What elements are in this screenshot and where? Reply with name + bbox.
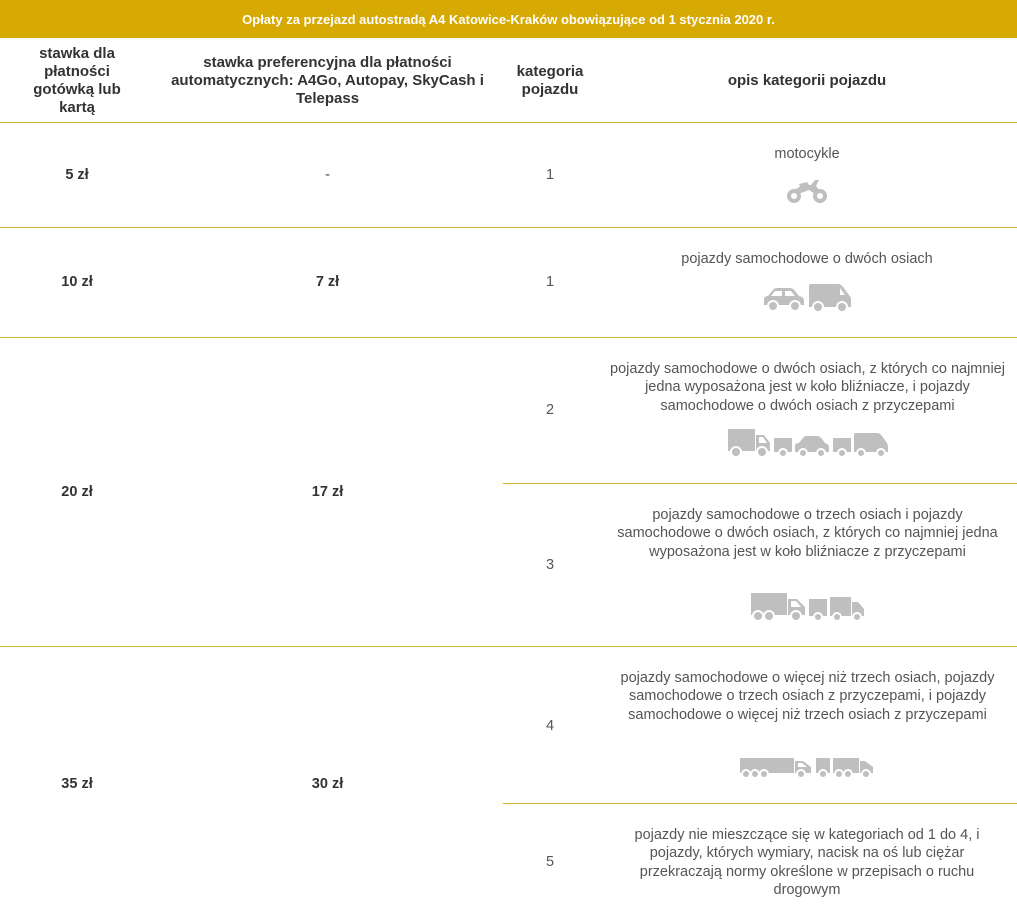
row-3b-category: 3 xyxy=(545,557,555,573)
row-1-icons xyxy=(785,176,829,204)
three-axle-truck-icon xyxy=(750,592,806,622)
row-4a-icons xyxy=(739,756,874,780)
row-1-auto-rate: - xyxy=(325,167,330,183)
row-3-cash-rate: 20 zł xyxy=(61,484,93,500)
row-3a-category: 2 xyxy=(545,402,555,418)
row-4-auto-rate: 30 zł xyxy=(311,776,344,792)
divider xyxy=(0,337,1017,338)
divider xyxy=(503,803,1017,804)
row-3a-description: pojazdy samochodowe o dwóch osiach, z których co najmniej jedna wyposażona jest w koło bliźniacze, i pojazdy samochodowe o dwóch osiach z przyczepami xyxy=(610,361,1005,414)
divider xyxy=(0,646,1017,647)
row-4b-category: 5 xyxy=(545,854,555,870)
row-4b-description: pojazdy nie mieszczące się w kategoriach od 1 do 4, i pojazdy, których wymiary, nacisk na oś lub ciężar przekraczają normy określone w przepisach o ruchu drogowym xyxy=(634,827,980,898)
motorcycle-icon xyxy=(785,176,829,204)
row-3-auto-rate: 17 zł xyxy=(311,484,344,500)
row-4a-description: pojazdy samochodowe o więcej niż trzech osiach, pojazdy samochodowe o trzech osiach z przyczepami, i pojazdy samochodowe o więcej niż trzech osiach z przyczepami xyxy=(620,670,995,723)
row-2-description: pojazdy samochodowe o dwóch osiach xyxy=(681,251,933,267)
row-3a-icons xyxy=(727,428,889,458)
row-4-cash-rate: 35 zł xyxy=(61,776,93,792)
van-with-trailer-icon xyxy=(832,432,889,458)
header-auto-rate: stawka preferencyjna dla płatności automatycznych: A4Go, Autopay, SkyCash i Telepass xyxy=(171,54,484,107)
car-with-trailer-icon xyxy=(773,434,830,458)
row-3b-description: pojazdy samochodowe o trzech osiach i pojazdy samochodowe o dwóch osiach, z których co najmniej jedna wyposażona jest w koło bliźniacze z przyczepami xyxy=(617,507,998,560)
row-1-category: 1 xyxy=(545,167,555,183)
row-2-cash-rate: 10 zł xyxy=(61,274,93,290)
car-icon xyxy=(762,285,806,313)
truck-icon xyxy=(727,428,771,458)
header-description: opis kategorii pojazdu xyxy=(727,72,887,89)
divider xyxy=(503,483,1017,484)
header-category: kategoria pojazdu xyxy=(516,63,584,98)
divider xyxy=(0,122,1017,123)
row-2-auto-rate: 7 zł xyxy=(315,274,340,290)
row-1-description: motocykle xyxy=(774,146,840,162)
van-icon xyxy=(808,283,852,313)
row-2-category: 1 xyxy=(545,274,555,290)
header-cash-rate: stawka dla płatności gotówką lub kartą xyxy=(33,45,121,116)
truck-with-trailer-icon xyxy=(808,596,865,622)
divider xyxy=(0,227,1017,228)
semi-truck-icon xyxy=(739,756,813,780)
row-3b-icons xyxy=(750,592,865,622)
row-4a-category: 4 xyxy=(545,718,555,734)
row-1-cash-rate: 5 zł xyxy=(65,167,89,183)
table-title: Opłaty za przejazd autostradą A4 Katowice-Kraków obowiązujące od 1 stycznia 2020 r. xyxy=(0,0,1017,38)
row-2-icons xyxy=(762,283,852,313)
road-train-icon xyxy=(815,756,874,780)
